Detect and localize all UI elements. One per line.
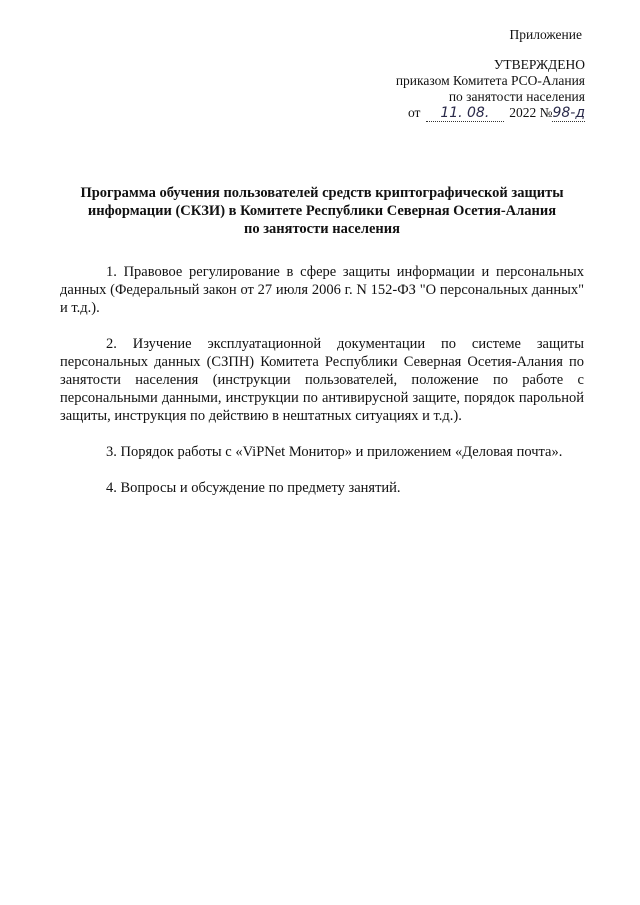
dept-line bbox=[355, 89, 585, 105]
title-line-3: по занятости населения bbox=[243, 221, 400, 237]
date-line bbox=[355, 105, 585, 122]
title-line-2: информации (СКЗИ) в Комитете Республики Северная Осетия-Алания bbox=[87, 203, 557, 219]
year-suffix: 2022 № bbox=[509, 105, 553, 120]
approved-label: УТВЕРЖДЕНО bbox=[493, 57, 585, 72]
appendix-label: Приложение bbox=[509, 27, 582, 42]
order-line: приказом Комитета РСО-Алания bbox=[395, 73, 585, 88]
program-item-3: 3. Порядок работы с «ViPNet Монитор» и приложением «Деловая почта». bbox=[106, 444, 563, 460]
document-title bbox=[60, 184, 584, 238]
program-item-4: 4. Вопросы и обсуждение по предмету занятий. bbox=[106, 480, 401, 496]
program-item-1: 1. Правовое регулирование в сфере защиты информации и персональных данных (Федеральный закон от 27 июля 2006 г. N 152-ФЗ "О персональных данных" и т.д.). bbox=[60, 264, 584, 316]
number-field bbox=[552, 105, 585, 122]
date-handwritten: 11. 08. bbox=[440, 105, 490, 121]
program-item-2: 2. Изучение эксплуатационной документации по системе защиты персональных данных (СЗПН) Комитета Республики Северная Осетия-Алания по занятости населения (инструкции пользователей, положение по работе с персональными данными, инструкции по антивирусной защите, порядок парольной защиты, инструкция по действию в нештатных ситуациях и т.д.). bbox=[60, 336, 584, 424]
number-handwritten: 98-д bbox=[552, 105, 585, 121]
approval-block bbox=[355, 57, 585, 122]
program-list bbox=[60, 263, 584, 515]
date-prefix: от bbox=[407, 105, 421, 120]
date-field bbox=[426, 105, 504, 122]
dept-text: по занятости населения bbox=[448, 89, 585, 104]
title-line-1: Программа обучения пользователей средств криптографической защиты bbox=[80, 185, 564, 201]
